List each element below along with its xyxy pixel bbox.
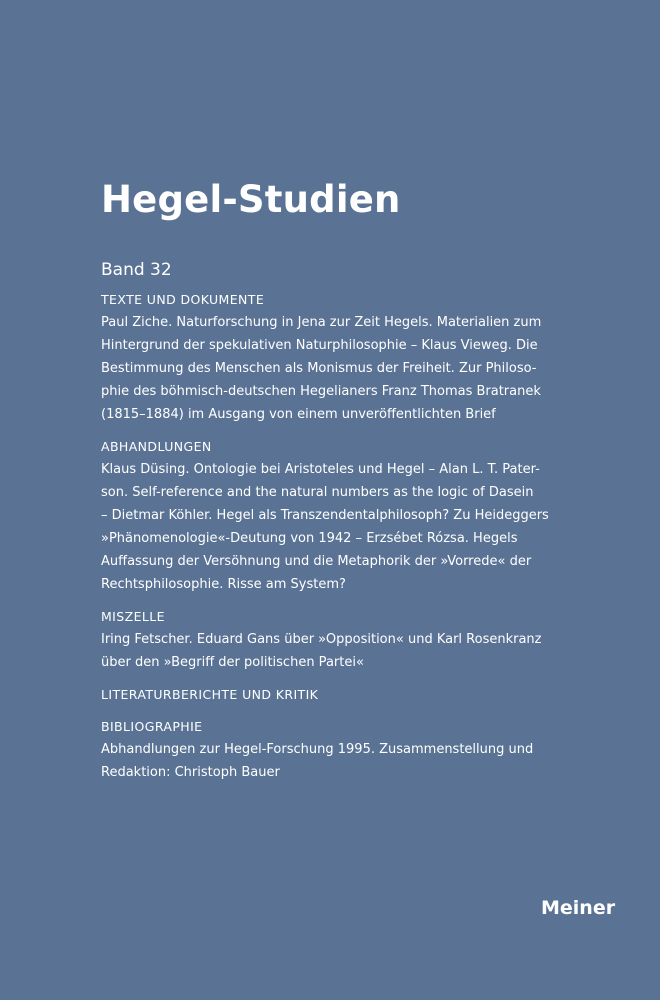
contents-section [101, 436, 571, 596]
section-text-line: Paul Ziche. Naturforschung in Jena zur Zeit Hegels. Materialien zum [101, 315, 542, 330]
section-text-line: Rechtsphilosophie. Risse am System? [101, 577, 346, 592]
volume-label: Band 32 [101, 260, 172, 280]
table-of-contents [101, 289, 571, 794]
section-heading: LITERATURBERICHTE UND KRITIK [101, 687, 319, 702]
contents-section [101, 684, 571, 706]
section-heading: TEXTE UND DOKUMENTE [101, 292, 265, 307]
section-text-line: Abhandlungen zur Hegel-Forschung 1995. Zusammenstellung und [101, 742, 534, 757]
section-text-line: phie des böhmisch-deutschen Hegelianers Franz Thomas Bratranek [101, 384, 541, 399]
section-text-line: Hintergrund der spekulativen Naturphilosophie – Klaus Vieweg. Die [101, 338, 538, 353]
section-text-line: Redaktion: Christoph Bauer [101, 765, 280, 780]
section-heading: MISZELLE [101, 609, 165, 624]
publisher-name: Meiner [541, 897, 616, 919]
section-text-line: (1815–1884) im Ausgang von einem unveröffentlichten Brief [101, 407, 496, 422]
contents-section [101, 716, 571, 784]
section-text-line: Bestimmung des Menschen als Monismus der Freiheit. Zur Philoso- [101, 361, 537, 376]
section-heading: BIBLIOGRAPHIE [101, 719, 203, 734]
section-text-line: Klaus Düsing. Ontologie bei Aristoteles und Hegel – Alan L. T. Pater- [101, 462, 540, 477]
section-text-line: über den »Begriff der politischen Partei« [101, 655, 364, 670]
section-heading: ABHANDLUNGEN [101, 439, 212, 454]
section-text-line: Iring Fetscher. Eduard Gans über »Opposition« und Karl Rosenkranz [101, 632, 542, 647]
contents-section [101, 289, 571, 426]
section-text-line: »Phänomenologie«-Deutung von 1942 – Erzsébet Rózsa. Hegels [101, 531, 518, 546]
section-text-line: – Dietmar Köhler. Hegel als Transzendentalphilosoph? Zu Heideggers [101, 508, 549, 523]
contents-section [101, 606, 571, 674]
section-text-line: Auffassung der Versöhnung und die Metaphorik der »Vorrede« der [101, 554, 532, 569]
section-text-line: son. Self-reference and the natural numbers as the logic of Dasein [101, 485, 534, 500]
book-title: Hegel-Studien [101, 178, 401, 221]
